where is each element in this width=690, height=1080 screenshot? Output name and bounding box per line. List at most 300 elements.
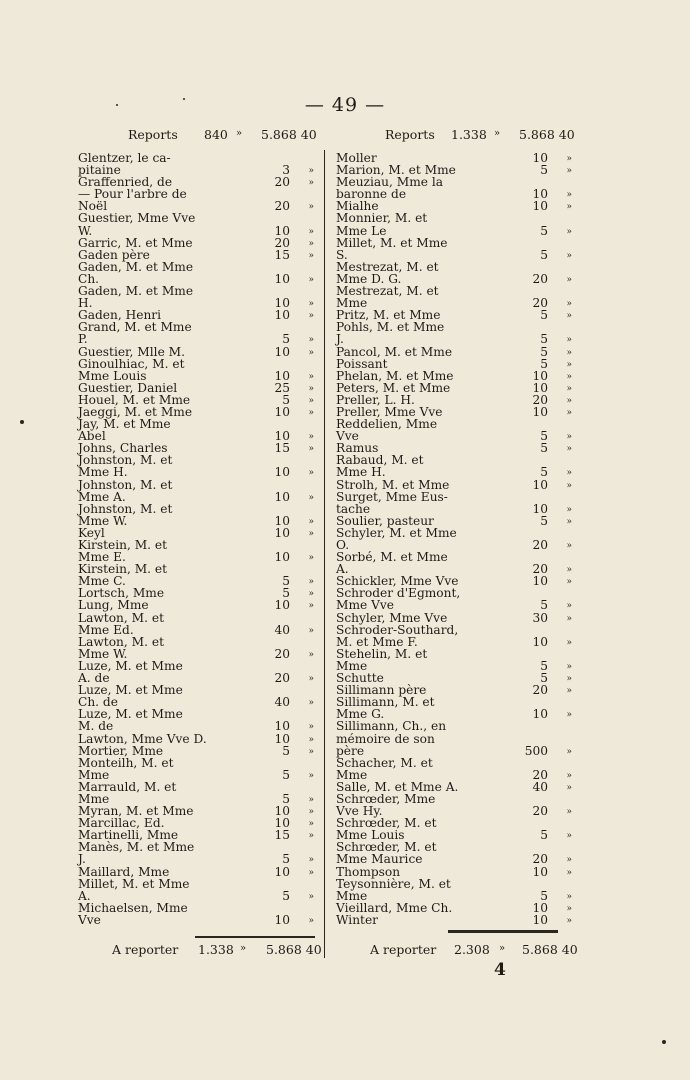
list-item <box>336 466 576 478</box>
list-item <box>78 745 318 757</box>
donation-amount: 5 <box>540 247 548 262</box>
donation-amount: 10 <box>532 501 548 516</box>
ink-speck <box>116 104 118 106</box>
donor-name: Noël <box>78 199 108 214</box>
list-item <box>78 370 318 382</box>
donor-name: Guestier, Mlle M. <box>78 344 186 359</box>
donor-name: Mme <box>336 767 368 782</box>
centimes-mark: » <box>566 226 572 237</box>
header-left-label: Reports <box>128 127 178 142</box>
donation-amount: 10 <box>532 151 548 165</box>
centimes-mark: » <box>308 649 314 660</box>
list-item <box>336 212 576 224</box>
list-item <box>78 878 318 890</box>
donor-name: Guestier, Mme Vve <box>78 211 196 226</box>
donor-name: Sillimann père <box>336 683 427 698</box>
centimes-mark: » <box>566 637 572 648</box>
centimes-mark: » <box>566 807 572 818</box>
donation-amount: 5 <box>282 791 290 806</box>
centimes-mark: » <box>308 528 314 539</box>
list-item <box>78 757 318 769</box>
donor-name: Moller <box>336 151 377 165</box>
donor-name: Mme D. G. <box>336 271 402 286</box>
list-item <box>78 225 318 237</box>
centimes-mark: » <box>308 238 314 249</box>
donor-name: Ch. de <box>78 695 118 710</box>
donor-name: Schyler, Mme Vve <box>336 610 448 625</box>
list-item <box>78 503 318 515</box>
donor-name: Mme <box>78 791 110 806</box>
donor-name: Johnston, M. et <box>78 501 173 516</box>
footer-left-sep: » <box>240 943 247 954</box>
donation-amount: 20 <box>532 296 548 311</box>
centimes-mark: » <box>308 891 314 902</box>
donor-name: Gaden, M. et Mme <box>78 284 194 299</box>
list-item <box>336 890 576 902</box>
centimes-mark: » <box>308 589 314 600</box>
donor-name: Mme C. <box>78 574 126 589</box>
list-item <box>336 745 576 757</box>
centimes-mark: » <box>566 359 572 370</box>
list-item <box>336 346 576 358</box>
centimes-mark: » <box>566 565 572 576</box>
donation-amount: 5 <box>540 513 548 528</box>
donor-name: Vve Hy. <box>336 804 383 819</box>
centimes-mark: » <box>566 674 572 685</box>
donor-name: tache <box>336 501 371 516</box>
list-item <box>336 491 576 503</box>
donor-name: Marrauld, M. et <box>78 779 177 794</box>
donation-amount: 10 <box>532 574 548 589</box>
centimes-mark: » <box>566 661 572 672</box>
donor-name: Mme A. <box>78 489 126 504</box>
donation-amount: 5 <box>282 574 290 589</box>
list-item <box>78 237 318 249</box>
right-column <box>336 152 576 926</box>
total-rule-left <box>195 936 315 938</box>
centimes-mark: » <box>566 831 572 842</box>
donation-amount: 10 <box>274 296 290 311</box>
centimes-mark: » <box>566 407 572 418</box>
donor-name: Guestier, Daniel <box>78 380 178 395</box>
header-right-total: 5.868 40 <box>519 127 575 142</box>
donor-name: Mortier, Mme <box>78 743 164 758</box>
donation-amount: 20 <box>274 175 290 190</box>
donor-name: Martinelli, Mme <box>78 828 179 843</box>
donor-name: A. <box>336 562 349 577</box>
donor-name: H. <box>78 296 93 311</box>
donor-name: Mialhe <box>336 199 379 214</box>
centimes-mark: » <box>308 734 314 745</box>
donor-name: Marion, M. et Mme <box>336 163 456 178</box>
donor-name: S. <box>336 247 348 262</box>
donation-amount: 5 <box>282 392 290 407</box>
donation-amount: 20 <box>532 271 548 286</box>
donor-name: Maillard, Mme <box>78 864 170 879</box>
donation-amount: 10 <box>532 634 548 649</box>
donor-name: Schrœder, Mme <box>336 791 436 806</box>
donation-amount: 10 <box>532 900 548 915</box>
donor-name: Mme <box>336 658 368 673</box>
donation-amount: 5 <box>282 743 290 758</box>
list-item <box>336 225 576 237</box>
header-left-total: 5.868 40 <box>261 127 317 142</box>
donor-name: Ch. <box>78 271 100 286</box>
footer-left-total: 5.868 40 <box>266 942 322 957</box>
ink-speck <box>183 98 185 100</box>
donation-amount: 5 <box>540 332 548 347</box>
centimes-mark: » <box>566 202 572 213</box>
left-column <box>78 152 318 926</box>
donation-amount: 20 <box>274 671 290 686</box>
donor-name: Johns, Charles <box>78 441 168 456</box>
donation-amount: 5 <box>540 356 548 371</box>
donor-name: Poissant <box>336 356 388 371</box>
donation-amount: 10 <box>532 864 548 879</box>
list-item <box>78 624 318 636</box>
centimes-mark: » <box>308 746 314 757</box>
donor-name: Manès, M. et Mme <box>78 840 195 855</box>
centimes-mark: » <box>308 299 314 310</box>
centimes-mark: » <box>308 819 314 830</box>
donation-amount: 15 <box>274 441 290 456</box>
donation-amount: 5 <box>282 767 290 782</box>
list-item <box>78 733 318 745</box>
donor-name: Garric, M. et Mme <box>78 235 193 250</box>
donation-amount: 15 <box>274 828 290 843</box>
centimes-mark: » <box>566 867 572 878</box>
donation-amount: 3 <box>282 163 290 178</box>
ink-speck <box>20 420 24 424</box>
donation-amount: 20 <box>532 683 548 698</box>
donation-amount: 10 <box>532 404 548 419</box>
donor-name: Phelan, M. et Mme <box>336 368 454 383</box>
donor-name: Stehelin, M. et <box>336 646 428 661</box>
centimes-mark: » <box>308 468 314 479</box>
centimes-mark: » <box>566 154 572 164</box>
donor-name: Mme Louis <box>78 368 147 383</box>
donation-amount: 10 <box>274 368 290 383</box>
ink-speck <box>662 1040 666 1044</box>
list-item <box>78 720 318 732</box>
donor-name: Sillimann, Ch., en <box>336 719 447 734</box>
list-item <box>78 890 318 902</box>
donation-amount: 5 <box>540 441 548 456</box>
donation-amount: 10 <box>274 465 290 480</box>
donor-name: Pritz, M. et Mme <box>336 308 441 323</box>
donation-amount: 5 <box>540 465 548 480</box>
donation-amount: 10 <box>274 816 290 831</box>
donation-amount: 5 <box>282 888 290 903</box>
donor-name: Luze, M. et Mme <box>78 658 183 673</box>
donation-amount: 10 <box>532 368 548 383</box>
donor-name: Jay, M. et Mme <box>78 417 171 432</box>
donation-amount: 40 <box>532 779 548 794</box>
centimes-mark: » <box>308 274 314 285</box>
list-item <box>78 853 318 865</box>
donation-amount: 25 <box>274 380 290 395</box>
donor-name: A. de <box>78 671 110 686</box>
donor-name: père <box>336 743 365 758</box>
donor-name: Rabaud, M. et <box>336 453 424 468</box>
centimes-mark: » <box>308 202 314 213</box>
donor-name: Johnston, M. et <box>78 453 173 468</box>
donor-name: baronne de <box>336 187 407 202</box>
header-right-label: Reports <box>385 127 435 142</box>
centimes-mark: » <box>566 444 572 455</box>
list-item <box>336 878 576 890</box>
centimes-mark: » <box>566 311 572 322</box>
list-item <box>336 612 576 624</box>
donor-name: Sillimann, M. et <box>336 695 435 710</box>
donor-name: Reddelien, Mme <box>336 417 438 432</box>
centimes-mark: » <box>308 395 314 406</box>
donor-name: Preller, Mme Vve <box>336 404 443 419</box>
centimes-mark: » <box>566 299 572 310</box>
centimes-mark: » <box>308 516 314 527</box>
donor-name: Lawton, M. et <box>78 610 164 625</box>
donor-name: W. <box>78 223 93 238</box>
list-item <box>78 491 318 503</box>
list-item <box>336 914 576 926</box>
donor-name: Keyl <box>78 525 105 540</box>
donation-amount: 5 <box>540 888 548 903</box>
centimes-mark: » <box>566 577 572 588</box>
donation-amount: 10 <box>532 187 548 202</box>
centimes-mark: » <box>308 794 314 805</box>
footer-left-amount: 1.338 <box>198 942 234 957</box>
list-item <box>336 358 576 370</box>
donation-amount: 20 <box>274 235 290 250</box>
donation-amount: 10 <box>274 864 290 879</box>
donor-name: Salle, M. et Mme A. <box>336 779 459 794</box>
donor-name: Monnier, M. et <box>336 211 428 226</box>
donation-amount: 10 <box>532 199 548 214</box>
donation-amount: 5 <box>540 308 548 323</box>
centimes-mark: » <box>566 371 572 382</box>
header-left-amount: 840 <box>204 127 228 142</box>
centimes-mark: » <box>308 855 314 866</box>
centimes-mark: » <box>308 601 314 612</box>
donor-name: Mme H. <box>336 465 386 480</box>
donor-name: P. <box>78 332 88 347</box>
header-left-sep: » <box>236 128 243 139</box>
donor-name: Schacher, M. et <box>336 755 433 770</box>
centimes-mark: » <box>566 686 572 697</box>
donor-name: J. <box>336 332 344 347</box>
list-item <box>78 599 318 611</box>
donation-amount: 20 <box>532 562 548 577</box>
donation-amount: 40 <box>274 695 290 710</box>
donation-amount: 5 <box>540 671 548 686</box>
donor-name: Mme Le <box>336 223 387 238</box>
donation-amount: 5 <box>540 223 548 238</box>
donation-amount: 5 <box>282 852 290 867</box>
centimes-mark: » <box>566 335 572 346</box>
centimes-mark: » <box>566 480 572 491</box>
donor-name: Mme Maurice <box>336 852 423 867</box>
donor-name: mémoire de son <box>336 731 435 746</box>
donor-name: Graffenried, de <box>78 175 173 190</box>
donor-name: Jaeggi, M. et Mme <box>78 404 193 419</box>
donor-name: Houel, M. et Mme <box>78 392 191 407</box>
footer-right-total: 5.868 40 <box>522 942 578 957</box>
list-item <box>78 333 318 345</box>
footer-right-sep: » <box>499 943 506 954</box>
donation-amount: 10 <box>274 404 290 419</box>
donor-name: Grand, M. et Mme <box>78 320 192 335</box>
donor-name: Schyler, M. et Mme <box>336 525 457 540</box>
centimes-mark: » <box>566 468 572 479</box>
donation-amount: 10 <box>532 380 548 395</box>
donor-name: Monteilh, M. et <box>78 755 174 770</box>
centimes-mark: » <box>566 855 572 866</box>
centimes-mark: » <box>308 226 314 237</box>
list-item <box>78 212 318 224</box>
list-item <box>78 466 318 478</box>
centimes-mark: » <box>566 746 572 757</box>
donation-amount: 10 <box>532 707 548 722</box>
donor-name: Mme W. <box>78 646 128 661</box>
signature-mark: 4 <box>494 960 506 980</box>
list-item <box>336 624 576 636</box>
donation-amount: 5 <box>540 429 548 444</box>
donation-amount: 5 <box>540 163 548 178</box>
donor-name: Soulier, pasteur <box>336 513 434 528</box>
donor-name: Schroder-Southard, <box>336 622 459 637</box>
donor-name: Winter <box>336 912 378 927</box>
list-item <box>336 333 576 345</box>
donor-name: Myran, M. et Mme <box>78 804 194 819</box>
total-rule-right <box>448 930 558 933</box>
centimes-mark: » <box>308 577 314 588</box>
centimes-mark: » <box>566 395 572 406</box>
donation-amount: 5 <box>540 828 548 843</box>
donor-name: Gaden, M. et Mme <box>78 259 194 274</box>
donor-name: Teysonnière, M. et <box>336 876 451 891</box>
centimes-mark: » <box>308 625 314 636</box>
donor-name: Pancol, M. et Mme <box>336 344 453 359</box>
donation-amount: 20 <box>274 199 290 214</box>
donor-name: Peters, M. et Mme <box>336 380 451 395</box>
centimes-mark: » <box>308 371 314 382</box>
centimes-mark: » <box>308 444 314 455</box>
list-item <box>78 479 318 491</box>
footer-left-label: A reporter <box>112 942 179 957</box>
donor-name: Mme <box>336 296 368 311</box>
donor-name: A. <box>78 888 91 903</box>
donation-amount: 5 <box>540 658 548 673</box>
donor-name: Schutte <box>336 671 384 686</box>
donation-amount: 500 <box>524 743 548 758</box>
centimes-mark: » <box>566 915 572 926</box>
donation-amount: 5 <box>540 344 548 359</box>
donor-name: Sorbé, M. et Mme <box>336 550 448 565</box>
centimes-mark: » <box>566 891 572 902</box>
donor-name: Schrœder, M. et <box>336 816 437 831</box>
centimes-mark: » <box>566 250 572 261</box>
centimes-mark: » <box>566 541 572 551</box>
donor-name: Mme <box>78 767 110 782</box>
centimes-mark: » <box>308 311 314 322</box>
header-right-sep: » <box>494 128 501 139</box>
donation-amount: 10 <box>274 912 290 927</box>
donor-name: pitaine <box>78 163 121 178</box>
donor-name: Mme H. <box>78 465 128 480</box>
donor-name: Surget, Mme Eus- <box>336 489 448 504</box>
donor-name: Vve <box>336 429 359 444</box>
donation-amount: 10 <box>532 912 548 927</box>
donor-name: Mme E. <box>78 550 126 565</box>
centimes-mark: » <box>566 190 572 201</box>
donor-name: Johnston, M. et <box>78 477 173 492</box>
donor-name: O. <box>336 538 350 552</box>
centimes-mark: » <box>308 407 314 418</box>
donor-name: Schroder d'Egmont, <box>336 586 461 601</box>
list-item <box>336 479 576 491</box>
donor-name: M. de <box>78 719 114 734</box>
footer-right-amount: 2.308 <box>454 942 490 957</box>
donation-amount: 5 <box>540 598 548 613</box>
donor-name: Preller, L. H. <box>336 392 415 407</box>
centimes-mark: » <box>566 770 572 781</box>
list-item <box>336 866 576 878</box>
centimes-mark: » <box>308 722 314 733</box>
centimes-mark: » <box>566 782 572 793</box>
header-right-amount: 1.338 <box>451 127 487 142</box>
centimes-mark: » <box>308 166 314 177</box>
donor-name: Mme <box>336 888 368 903</box>
footer-right-label: A reporter <box>370 942 437 957</box>
donor-name: Mestrezat, M. et <box>336 259 439 274</box>
donation-amount: 10 <box>274 513 290 528</box>
donation-amount: 10 <box>274 550 290 565</box>
donation-amount: 10 <box>274 429 290 444</box>
donor-name: Vve <box>78 912 101 927</box>
donation-amount: 5 <box>282 586 290 601</box>
centimes-mark: » <box>308 770 314 781</box>
donation-amount: 20 <box>532 538 548 552</box>
donation-amount: 20 <box>532 804 548 819</box>
donor-name: Lawton, M. et <box>78 634 164 649</box>
donor-name: Mme Vve <box>336 598 395 613</box>
donor-name: Mestrezat, M. et <box>336 284 439 299</box>
donor-name: Strolh, M. et Mme <box>336 477 450 492</box>
centimes-mark: » <box>566 516 572 527</box>
donor-name: Luze, M. et Mme <box>78 683 183 698</box>
centimes-mark: » <box>566 432 572 443</box>
donation-amount: 15 <box>274 247 290 262</box>
donor-name: Thompson <box>336 864 401 879</box>
donation-amount: 20 <box>274 646 290 661</box>
list-item <box>336 370 576 382</box>
centimes-mark: » <box>308 432 314 443</box>
list-item <box>78 346 318 358</box>
donor-name: Lawton, Mme Vve D. <box>78 731 207 746</box>
donor-name: Pohls, M. et Mme <box>336 320 445 335</box>
donation-amount: 10 <box>274 525 290 540</box>
donor-name: Schrœder, M. et <box>336 840 437 855</box>
list-item <box>78 612 318 624</box>
donation-amount: 10 <box>274 271 290 286</box>
list-item <box>336 733 576 745</box>
donation-amount: 10 <box>274 308 290 323</box>
donor-name: Ramus <box>336 441 379 456</box>
donation-amount: 10 <box>274 731 290 746</box>
centimes-mark: » <box>308 347 314 358</box>
donor-name: M. et Mme F. <box>336 634 418 649</box>
centimes-mark: » <box>308 915 314 926</box>
